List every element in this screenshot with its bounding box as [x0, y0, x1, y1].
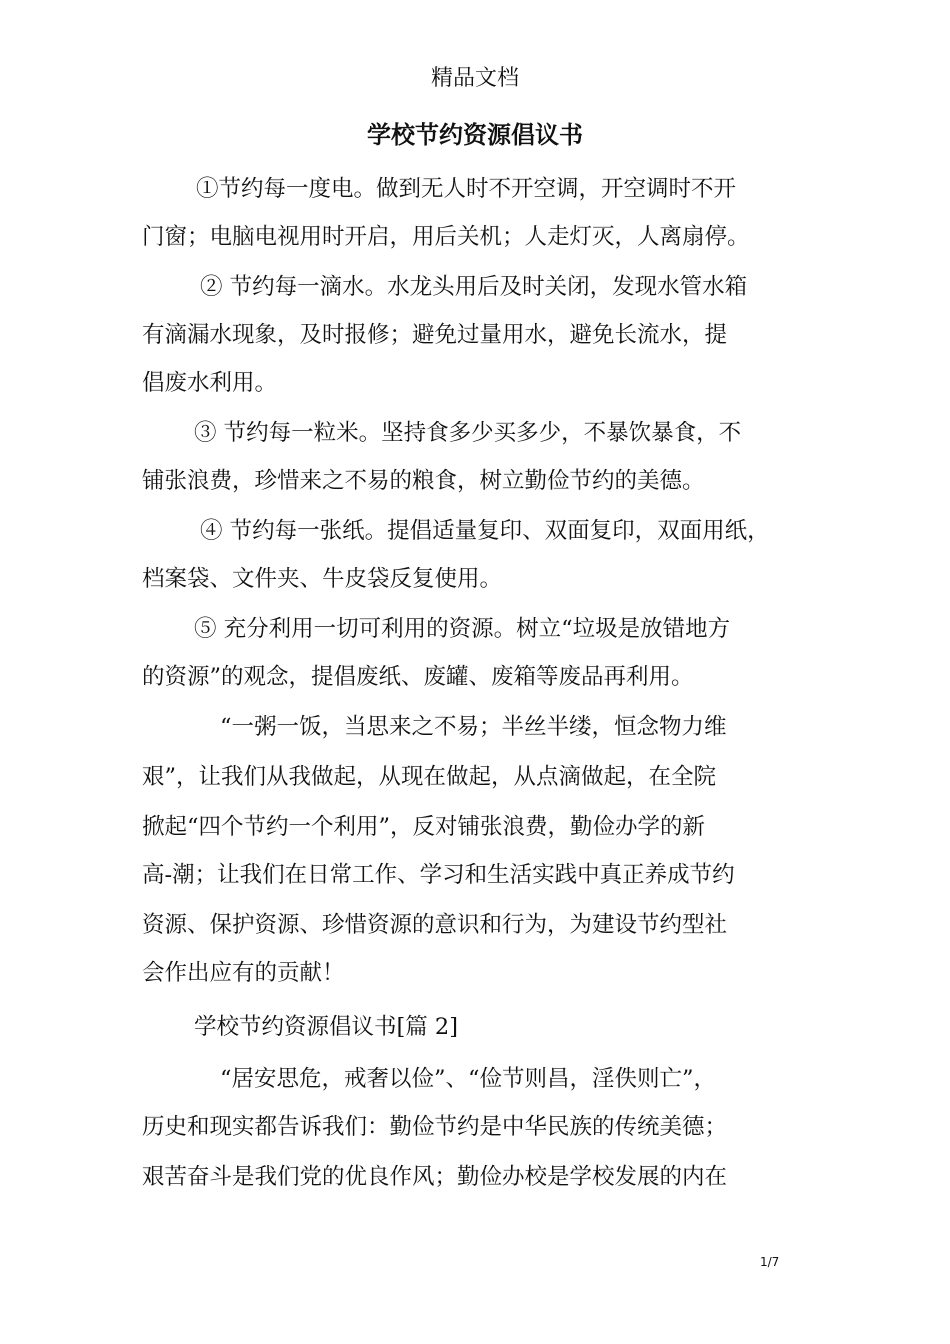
body-line: 艰苦奋斗是我们党的优良作风；勤俭办校是学校发展的内在	[142, 1164, 728, 1190]
body-line: ①节约每一度电。做到无人时不开空调，开空调时不开	[196, 176, 737, 202]
body-line: 掀起“四个节约一个利用”，反对铺张浪费，勤俭办学的新	[142, 814, 706, 840]
body-line: “一粥一饭，当思来之不易；半丝半缕，恒念物力维	[220, 714, 727, 740]
section-heading: 学校节约资源倡议书[篇 2]	[194, 1014, 459, 1040]
body-line: 倡废水利用。	[142, 370, 278, 396]
body-line: 的资源”的观念，提倡废纸、废罐、废箱等废品再利用。	[142, 664, 694, 690]
page-header: 精品文档	[430, 66, 519, 91]
body-line: ② 节约每一滴水。水龙头用后及时关闭，发现水管水箱	[200, 274, 748, 300]
body-line: 档案袋、文件夹、牛皮袋反复使用。	[142, 566, 503, 592]
body-line: 会作出应有的贡献！	[142, 960, 345, 986]
body-line: 铺张浪费，珍惜来之不易的粮食，树立勤俭节约的美德。	[142, 468, 705, 494]
body-line: 艰”，让我们从我做起，从现在做起，从点滴做起，在全院	[142, 764, 717, 790]
body-line: 高-潮；让我们在日常工作、学习和生活实践中真正养成节约	[142, 862, 735, 888]
body-line: ⑤ 充分利用一切可利用的资源。树立“垃圾是放错地方	[194, 616, 731, 642]
body-line: 有滴漏水现象，及时报修；避免过量用水，避免长流水，提	[142, 322, 728, 348]
page-number: 1/7	[760, 1255, 780, 1269]
body-line: 门窗；电脑电视用时开启，用后关机；人走灯灭，人离扇停。	[142, 224, 750, 250]
body-line: 历史和现实都告诉我们：勤俭节约是中华民族的传统美德；	[142, 1114, 728, 1140]
body-line: 资源、保护资源、珍惜资源的意识和行为，为建设节约型社	[142, 912, 728, 938]
body-line: ④ 节约每一张纸。提倡适量复印、双面复印，双面用纸，	[200, 518, 770, 544]
body-line: “居安思危，戒奢以俭”、“俭节则昌，淫佚则亡”，	[220, 1066, 717, 1092]
document-title: 学校节约资源倡议书	[367, 121, 583, 149]
body-line: ③ 节约每一粒米。坚持食多少买多少，不暴饮暴食，不	[194, 420, 742, 446]
